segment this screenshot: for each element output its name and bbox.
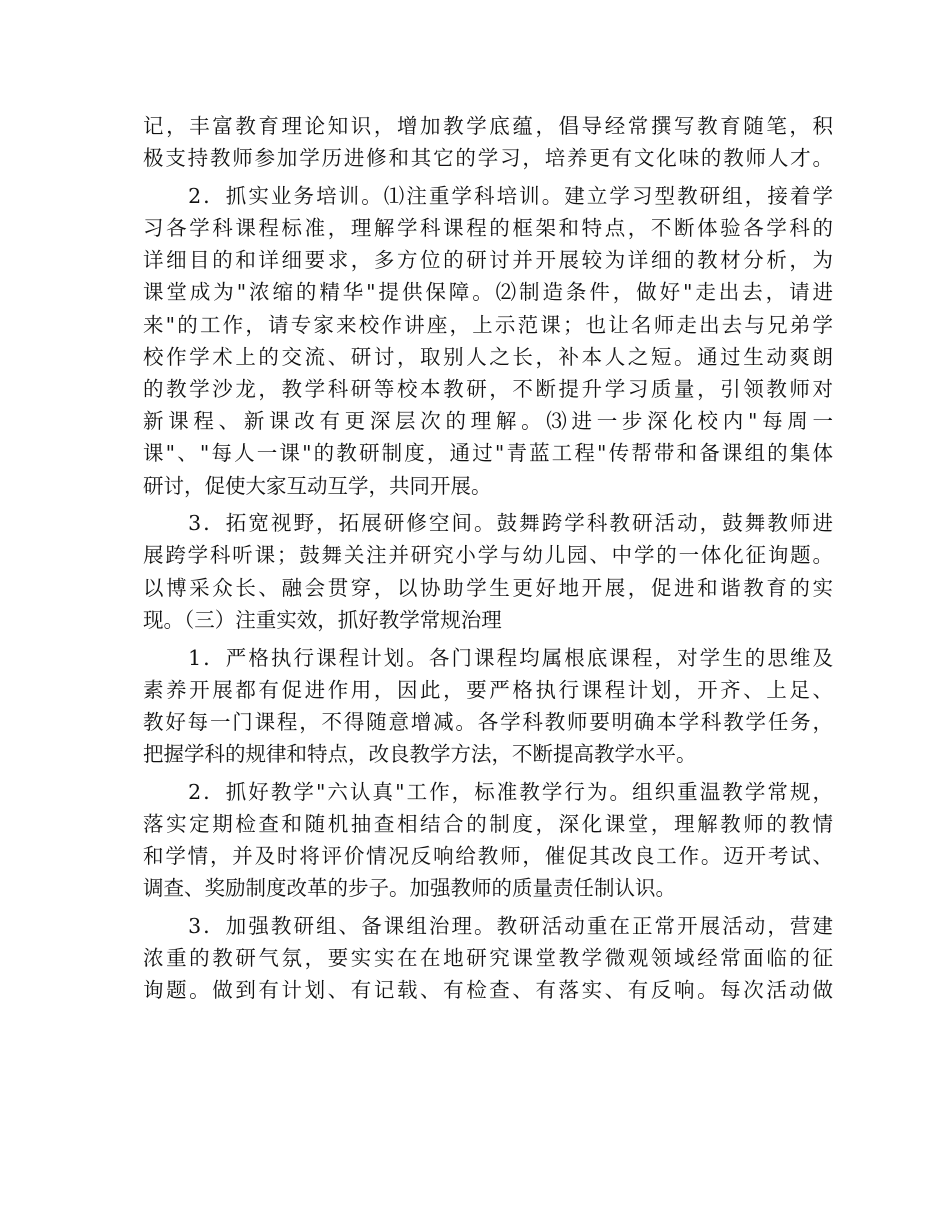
- text-line: 3．加强教研组、备课组治理。教研活动重在正常开展活动，营建: [143, 914, 833, 938]
- text-line: 新课程、新课改有更深层次的理解。⑶进一步深化校内"每周一: [143, 409, 833, 434]
- text-line: 展跨学科听课；鼓舞关注并研究小学与幼儿园、中学的一体化征询题。: [143, 543, 833, 568]
- text-line: 2．抓好教学"六认真"工作，标准教学行为。组织重温教学常规，: [143, 779, 833, 804]
- text-line: 现。（三）注重实效，抓好教学常规治理: [143, 607, 502, 632]
- text-line: 调查、奖励制度改革的步子。加强教师的质量责任制认识。: [143, 876, 676, 901]
- text-line: 3．拓宽视野，拓展研修空间。鼓舞跨学科教研活动，鼓舞教师进: [143, 511, 833, 536]
- text-line: 把握学科的规律和特点，改良教学方法，不断提高教学水平。: [143, 742, 697, 767]
- text-line: 素养开展都有促进作用，因此，要严格执行课程计划，开齐、上足、: [143, 677, 833, 702]
- text-line: 1．严格执行课程计划。各门课程均属根底课程，对学生的思维及: [143, 645, 833, 670]
- text-line: 课堂成为"浓缩的精华"提供保障。⑵制造条件，做好"走出去，请进: [143, 280, 833, 305]
- text-line: 习各学科课程标准，理解学科课程的框架和特点，不断体验各学科的: [143, 216, 833, 241]
- text-line: 课"、"每人一课"的教研制度，通过"青蓝工程"传帮带和备课组的集体: [143, 441, 833, 466]
- text-line: 极支持教师参加学历进修和其它的学习，培养更有文化味的教师人才。: [143, 146, 833, 171]
- text-line: 询题。做到有计划、有记载、有检查、有落实、有反响。每次活动做: [143, 978, 833, 1003]
- text-line: 研讨，促使大家互动互学，共同开展。: [143, 473, 492, 498]
- text-line: 教好每一门课程，不得随意增减。各学科教师要明确本学科教学任务，: [143, 709, 833, 734]
- text-line: 落实定期检查和随机抽查相结合的制度，深化课堂，理解教师的教情: [143, 811, 833, 836]
- text-line: 详细目的和详细要求，多方位的研讨并开展较为详细的教材分析，为: [143, 248, 833, 273]
- text-line: 2．抓实业务培训。⑴注重学科培训。建立学习型教研组，接着学: [143, 183, 833, 208]
- text-line: 校作学术上的交流、研讨，取别人之长，补本人之短。通过生动爽朗: [143, 344, 833, 369]
- text-line: 浓重的教研气氛，要实实在在地研究课堂教学微观领域经常面临的征: [143, 946, 833, 971]
- text-line: 和学情，并及时将评价情况反响给教师，催促其改良工作。迈开考试、: [143, 844, 833, 869]
- text-line: 以博采众长、融会贯穿，以协助学生更好地开展，促进和谐教育的实: [143, 575, 833, 600]
- body-text: [143, 110, 833, 1007]
- text-line: 记，丰富教育理论知识，增加教学底蕴，倡导经常撰写教育随笔，积: [143, 114, 833, 138]
- text-line: 的教学沙龙，教学科研等校本教研，不断提升学习质量，引领教师对: [143, 377, 833, 401]
- text-line: 来"的工作，请专家来校作讲座，上示范课；也让名师走出去与兄弟学: [143, 312, 833, 337]
